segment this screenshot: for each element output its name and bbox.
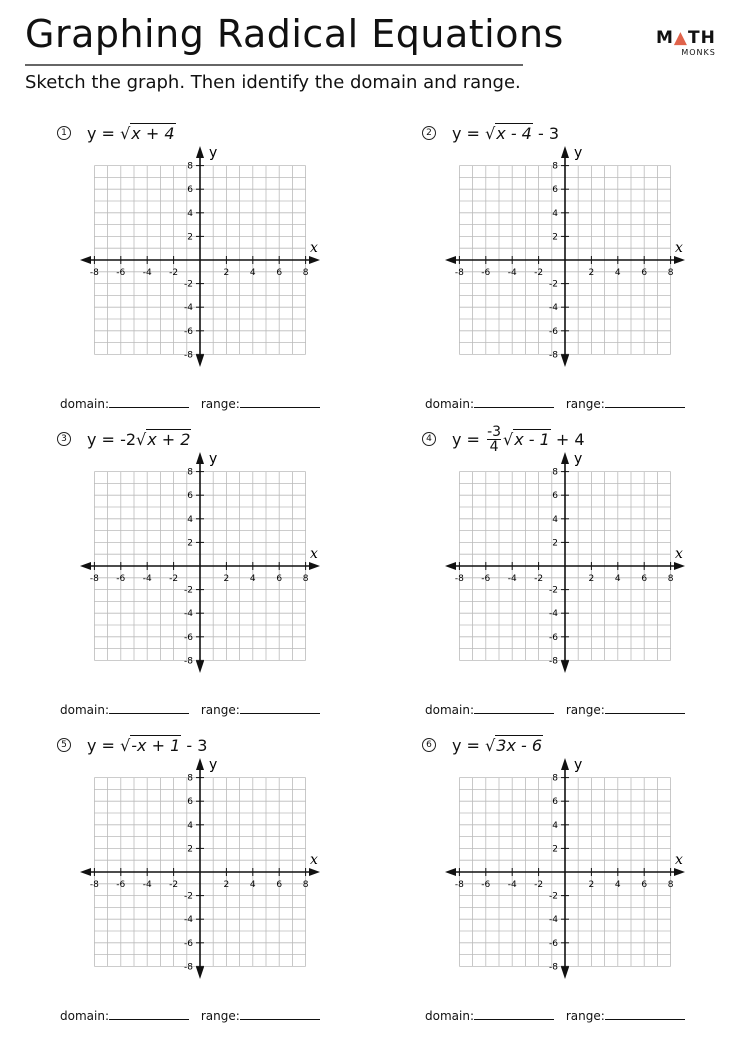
range-label: range: — [200, 397, 240, 411]
y-tick-label: 4 — [187, 514, 193, 525]
x-tick-label: -2 — [534, 268, 544, 278]
problem-1 — [0, 123, 360, 432]
y-tick-label: 2 — [187, 538, 193, 549]
x-tick-label: 8 — [667, 880, 674, 890]
y-axis-label: y — [574, 145, 583, 161]
x-arrow-right-icon — [309, 868, 320, 876]
problem-3 — [0, 429, 360, 738]
domain-input[interactable] — [474, 396, 554, 408]
y-arrow-down-icon — [561, 661, 569, 673]
x-tick-label: -2 — [169, 268, 179, 278]
y-arrow-down-icon — [196, 661, 204, 673]
x-tick-label: 2 — [223, 880, 230, 890]
y-axis-label: y — [209, 757, 218, 773]
coordinate-grid[interactable] — [440, 449, 690, 677]
y-tick-label: 4 — [187, 208, 193, 219]
y-arrow-up-icon — [196, 146, 204, 158]
y-tick-label: 6 — [552, 797, 558, 808]
coordinate-grid[interactable] — [75, 755, 325, 983]
x-tick-label: 4 — [249, 880, 256, 890]
coefficient: -2 — [120, 429, 137, 449]
radicand: x + 2 — [147, 430, 191, 449]
answer-line — [60, 1008, 328, 1023]
y-tick-label: -6 — [184, 326, 193, 337]
equation — [57, 733, 207, 757]
range-input[interactable] — [605, 396, 685, 408]
problem-5 — [0, 735, 360, 1044]
x-tick-label: -6 — [481, 268, 491, 278]
domain-label: domain: — [425, 397, 474, 411]
y-tick-label: 2 — [552, 538, 558, 549]
y-tick-label: 6 — [552, 185, 558, 196]
y-tick-label: -2 — [549, 585, 558, 596]
domain-label: domain: — [60, 703, 109, 717]
x-arrow-right-icon — [309, 256, 320, 264]
y-tick-label: -8 — [184, 962, 193, 973]
coordinate-grid[interactable] — [75, 143, 325, 371]
x-tick-label: 2 — [588, 268, 595, 278]
x-tick-label: 6 — [276, 574, 283, 584]
equation-lhs: y = — [87, 735, 115, 755]
y-arrow-down-icon — [196, 967, 204, 979]
range-input[interactable] — [605, 1008, 685, 1020]
equation — [422, 733, 543, 757]
equation-suffix: - 3 — [186, 735, 208, 755]
x-tick-label: -6 — [116, 880, 126, 890]
x-tick-label: -4 — [507, 880, 517, 890]
y-tick-label: -4 — [549, 609, 558, 620]
x-tick-label: 8 — [667, 574, 674, 584]
y-tick-label: -2 — [184, 585, 193, 596]
y-tick-label: -4 — [549, 915, 558, 926]
y-tick-label: -6 — [549, 326, 558, 337]
domain-label: domain: — [425, 703, 474, 717]
answer-line — [425, 702, 693, 717]
x-tick-label: 6 — [641, 880, 648, 890]
y-tick-label: 2 — [187, 844, 193, 855]
equation — [57, 121, 176, 145]
y-tick-label: -4 — [549, 303, 558, 314]
coordinate-grid[interactable] — [440, 755, 690, 983]
x-tick-label: -6 — [481, 574, 491, 584]
x-axis-label: x — [675, 852, 683, 868]
x-tick-label: 8 — [302, 880, 309, 890]
equation — [422, 423, 585, 455]
answer-line — [425, 396, 693, 411]
x-tick-label: -4 — [142, 880, 152, 890]
y-tick-label: -4 — [184, 303, 193, 314]
problem-number: 1 — [57, 126, 71, 140]
y-tick-label: -8 — [549, 962, 558, 973]
y-tick-label: 8 — [187, 773, 193, 784]
x-tick-label: 4 — [249, 574, 256, 584]
sqrt-icon: √ — [503, 429, 514, 449]
equation-lhs: y = — [87, 429, 115, 449]
x-tick-label: -6 — [116, 574, 126, 584]
equation-lhs: y = — [452, 735, 480, 755]
y-arrow-up-icon — [561, 758, 569, 770]
y-tick-label: 8 — [187, 467, 193, 478]
radicand: x - 1 — [514, 430, 550, 449]
y-axis-label: y — [209, 145, 218, 161]
x-tick-label: 6 — [276, 268, 283, 278]
x-arrow-left-icon — [80, 256, 91, 264]
y-tick-label: 4 — [552, 208, 558, 219]
x-tick-label: 8 — [667, 268, 674, 278]
y-tick-label: 4 — [552, 820, 558, 831]
radicand: x - 4 — [496, 124, 532, 143]
radicand: x + 4 — [131, 124, 175, 143]
answer-line — [60, 702, 328, 717]
y-tick-label: -4 — [184, 915, 193, 926]
sqrt-icon: √ — [120, 735, 131, 755]
y-tick-label: -2 — [549, 279, 558, 290]
radicand: 3x - 6 — [496, 736, 543, 755]
answer-line — [60, 396, 328, 411]
x-tick-label: 8 — [302, 574, 309, 584]
domain-label: domain: — [60, 1009, 109, 1023]
x-tick-label: -8 — [89, 574, 99, 584]
y-tick-label: 2 — [552, 844, 558, 855]
x-tick-label: -2 — [169, 880, 179, 890]
y-arrow-up-icon — [561, 146, 569, 158]
x-tick-label: 4 — [614, 574, 621, 584]
y-tick-label: 8 — [187, 161, 193, 172]
y-tick-label: 6 — [187, 185, 193, 196]
equation-lhs: y = — [452, 429, 480, 449]
x-tick-label: 8 — [302, 268, 309, 278]
title-divider — [25, 64, 523, 66]
range-label: range: — [200, 1009, 240, 1023]
coordinate-grid[interactable] — [440, 143, 690, 371]
problem-number: 6 — [422, 738, 436, 752]
problem-number: 4 — [422, 432, 436, 446]
sqrt-icon: √ — [120, 123, 131, 143]
y-axis-label: y — [209, 451, 218, 467]
x-tick-label: -2 — [534, 574, 544, 584]
x-tick-label: 4 — [249, 268, 256, 278]
x-axis-label: x — [310, 240, 318, 256]
page-title: Graphing Radical Equations — [25, 12, 564, 56]
y-tick-label: -8 — [184, 656, 193, 667]
y-arrow-up-icon — [561, 452, 569, 464]
x-tick-label: 2 — [588, 574, 595, 584]
equation-lhs: y = — [87, 123, 115, 143]
x-tick-label: -8 — [454, 880, 464, 890]
y-tick-label: 8 — [552, 161, 558, 172]
y-tick-label: -2 — [184, 891, 193, 902]
sqrt-icon: √ — [485, 123, 496, 143]
equation — [57, 427, 191, 451]
domain-input[interactable] — [109, 702, 189, 714]
y-tick-label: 8 — [552, 773, 558, 784]
equation-suffix: + 4 — [555, 429, 585, 449]
y-arrow-down-icon — [196, 355, 204, 367]
instructions: Sketch the graph. Then identify the domain and range. — [25, 72, 521, 93]
y-tick-label: -8 — [549, 656, 558, 667]
domain-input[interactable] — [474, 1008, 554, 1020]
problem-number: 2 — [422, 126, 436, 140]
coordinate-grid[interactable] — [75, 449, 325, 677]
y-tick-label: -6 — [549, 632, 558, 643]
x-tick-label: 4 — [614, 268, 621, 278]
y-tick-label: -2 — [549, 891, 558, 902]
range-input[interactable] — [240, 396, 320, 408]
x-axis-label: x — [310, 546, 318, 562]
y-tick-label: 2 — [552, 232, 558, 243]
x-axis-label: x — [675, 546, 683, 562]
x-tick-label: 6 — [641, 574, 648, 584]
x-tick-label: -8 — [89, 268, 99, 278]
x-tick-label: 2 — [588, 880, 595, 890]
x-arrow-right-icon — [309, 562, 320, 570]
y-tick-label: 6 — [552, 491, 558, 502]
problem-4 — [365, 423, 725, 738]
domain-input[interactable] — [474, 702, 554, 714]
problem-6 — [365, 735, 725, 1044]
x-arrow-right-icon — [674, 868, 685, 876]
y-tick-label: -8 — [184, 350, 193, 361]
x-tick-label: -8 — [454, 574, 464, 584]
x-arrow-left-icon — [445, 562, 456, 570]
x-tick-label: -4 — [507, 268, 517, 278]
domain-input[interactable] — [109, 1008, 189, 1020]
x-axis-label: x — [675, 240, 683, 256]
y-tick-label: -6 — [184, 632, 193, 643]
y-tick-label: 4 — [187, 820, 193, 831]
math-monks-logo: M▲TH MONKS — [656, 28, 716, 57]
x-arrow-left-icon — [80, 562, 91, 570]
x-arrow-left-icon — [80, 868, 91, 876]
range-input[interactable] — [240, 702, 320, 714]
y-arrow-up-icon — [196, 758, 204, 770]
problem-number: 5 — [57, 738, 71, 752]
x-axis-label: x — [310, 852, 318, 868]
y-arrow-up-icon — [196, 452, 204, 464]
x-tick-label: 4 — [614, 880, 621, 890]
problem-number: 3 — [57, 432, 71, 446]
equation-suffix: - 3 — [537, 123, 559, 143]
x-tick-label: 2 — [223, 574, 230, 584]
range-label: range: — [200, 703, 240, 717]
y-tick-label: 4 — [552, 514, 558, 525]
x-tick-label: -6 — [116, 268, 126, 278]
x-tick-label: -4 — [507, 574, 517, 584]
radicand: -x + 1 — [131, 736, 181, 755]
sqrt-icon: √ — [485, 735, 496, 755]
x-tick-label: 2 — [223, 268, 230, 278]
equation — [422, 121, 559, 145]
x-tick-label: 6 — [276, 880, 283, 890]
range-input[interactable] — [240, 1008, 320, 1020]
problem-2 — [365, 123, 725, 432]
x-arrow-left-icon — [445, 868, 456, 876]
y-tick-label: -4 — [184, 609, 193, 620]
domain-label: domain: — [60, 397, 109, 411]
equation-lhs: y = — [452, 123, 480, 143]
y-tick-label: 2 — [187, 232, 193, 243]
x-tick-label: -4 — [142, 268, 152, 278]
answer-line — [425, 1008, 693, 1023]
y-arrow-down-icon — [561, 967, 569, 979]
y-tick-label: -6 — [549, 938, 558, 949]
x-arrow-left-icon — [445, 256, 456, 264]
sqrt-icon: √ — [136, 429, 147, 449]
y-arrow-down-icon — [561, 355, 569, 367]
range-label: range: — [565, 703, 605, 717]
y-axis-label: y — [574, 451, 583, 467]
y-tick-label: 8 — [552, 467, 558, 478]
y-axis-label: y — [574, 757, 583, 773]
x-tick-label: -2 — [534, 880, 544, 890]
y-tick-label: -8 — [549, 350, 558, 361]
x-tick-label: -2 — [169, 574, 179, 584]
y-tick-label: 6 — [187, 797, 193, 808]
x-arrow-right-icon — [674, 256, 685, 264]
x-arrow-right-icon — [674, 562, 685, 570]
x-tick-label: -6 — [481, 880, 491, 890]
x-tick-label: 6 — [641, 268, 648, 278]
range-label: range: — [565, 1009, 605, 1023]
y-tick-label: -6 — [184, 938, 193, 949]
domain-input[interactable] — [109, 396, 189, 408]
y-tick-label: 6 — [187, 491, 193, 502]
y-tick-label: -2 — [184, 279, 193, 290]
x-tick-label: -8 — [89, 880, 99, 890]
fraction-numerator: -3 — [487, 423, 502, 440]
range-label: range: — [565, 397, 605, 411]
fraction-denominator: 4 — [489, 438, 499, 455]
x-tick-label: -4 — [142, 574, 152, 584]
x-tick-label: -8 — [454, 268, 464, 278]
domain-label: domain: — [425, 1009, 474, 1023]
range-input[interactable] — [605, 702, 685, 714]
